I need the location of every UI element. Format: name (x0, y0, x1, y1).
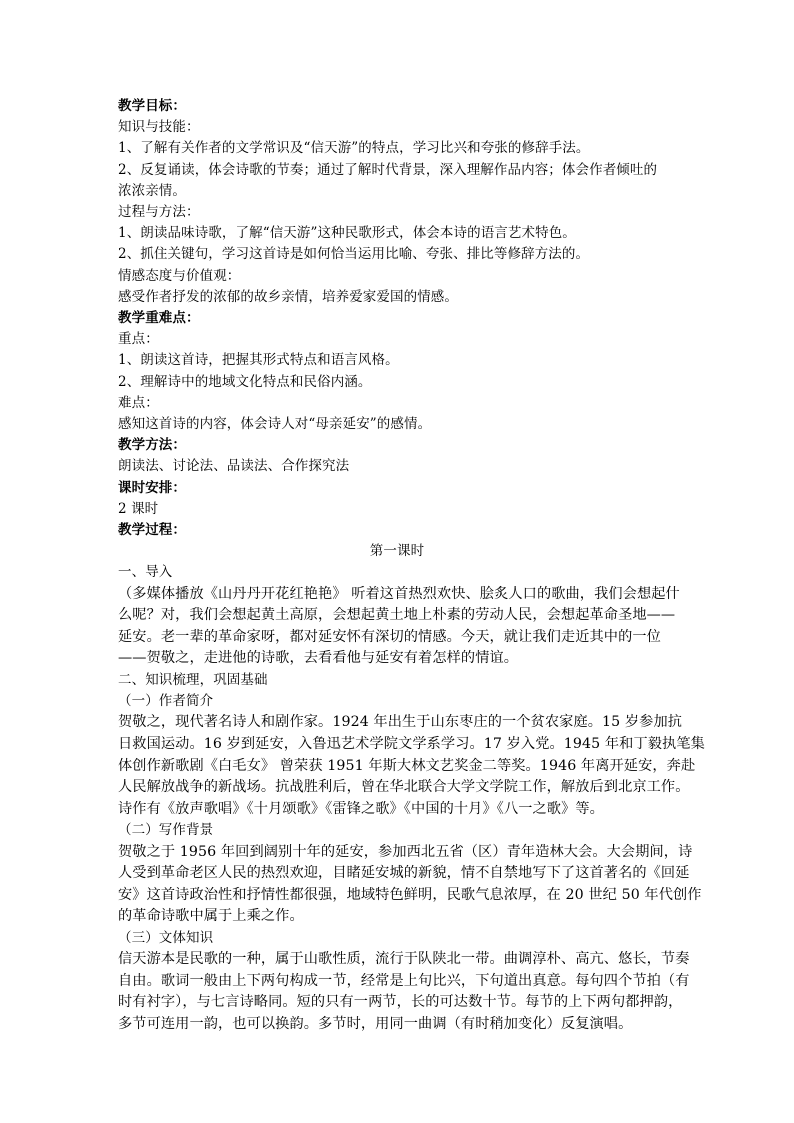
knowledge-skills-label: 知识与技能： (118, 119, 200, 136)
key-points-heading: 教学重难点： (118, 310, 200, 327)
schedule-heading: 课时安排： (118, 479, 186, 496)
background-line-1: 贺敬之于 1956 年回到阔别十年的延安，参加西北五省（区）青年造林大会。大会期间，诗 (118, 843, 693, 860)
key-item-1: 1、朗读这首诗，把握其形式特点和语言风格。 (118, 352, 399, 369)
process-item-1: 1、朗读品味诗歌，了解“信天游”这种民歌形式，体会本诗的语言艺术特色。 (118, 225, 576, 242)
author-line-2: 日救国运动。16 岁到延安，入鲁迅艺术学院文学系学习。17 岁入党。1945 年和丁毅执笔集 (118, 736, 705, 753)
difficult-label: 难点： (118, 394, 159, 411)
schedule-text: 2 课时 (118, 500, 159, 517)
key-label: 重点： (118, 331, 159, 348)
intro-line-3: 延安。老一辈的革命家呀，都对延安怀有深切的情感。今天，就让我们走近其中的一位 (118, 628, 661, 645)
style-line-4: 多节可连用一韵，也可以换韵。多节时，用同一曲调（有时稍加变化）反复演唱。 (118, 1015, 633, 1032)
author-line-3: 体创作新歌剧《白毛女》 曾荣获 1951 年斯大林文艺奖金二等奖。1946 年离开延安，奔赴 (118, 757, 696, 774)
emotion-label: 情感态度与价值观： (118, 267, 241, 284)
emotion-text: 感受作者抒发的浓郁的故乡亲情，培养爱家爱国的情感。 (118, 288, 458, 305)
process-method-label: 过程与方法： (118, 204, 200, 221)
knowledge-review-heading: 二、知识梳理，巩固基础 (118, 672, 268, 689)
methods-text: 朗读法、讨论法、品读法、合作探究法 (118, 458, 350, 475)
background-line-3: 安》这首诗政治性和抒情性都很强，地域特色鲜明，民歌气息浓厚，在 20 世纪 50 年代创作 (118, 886, 702, 903)
style-heading: （三）文体知识 (118, 930, 214, 946)
knowledge-item-2: 2、反复诵读，体会诗歌的节奏；通过了解时代背景，深入理解作品内容；体会作者倾吐的 (118, 161, 658, 178)
author-line-1: 贺敬之，现代著名诗人和剧作家。1924 年出生于山东枣庄的一个贫农家庭。15 岁参加抗 (118, 714, 683, 731)
style-line-1: 信天游本是民歌的一种，属于山歌性质，流行于队陕北一带。曲调淳朴、高亢、悠长，节奏 (118, 951, 690, 968)
knowledge-item-2-continued: 浓浓亲情。 (118, 182, 186, 199)
methods-heading: 教学方法： (118, 437, 186, 454)
difficult-text: 感知这首诗的内容，体会诗人对“母亲延安”的感情。 (118, 416, 432, 433)
lesson-title: 第一课时 (369, 543, 425, 560)
intro-line-2: 么呢？对，我们会想起黄土高原，会想起黄土地上朴素的劳动人民，会想起革命圣地—— (118, 607, 676, 624)
intro-line-1: （多媒体播放《山丹丹开花红艳艳》 听着这首热烈欢快、脍炙人口的歌曲，我们会想起什 (118, 585, 680, 602)
author-heading: （一）作者简介 (118, 693, 214, 710)
author-line-5: 诗作有《放声歌唱》《十月颂歌》《雷锋之歌》《中国的十月》《八一之歌》等。 (118, 800, 604, 817)
style-line-3: 时有衬字），与七言诗略同。短的只有一两节，长的可达数十节。每节的上下两句都押韵， (118, 994, 683, 1011)
background-line-4: 的革命诗歌中属于上乘之作。 (118, 908, 304, 925)
objectives-heading: 教学目标： (118, 98, 186, 114)
key-item-2: 2、理解诗中的地域文化特点和民俗内涵。 (118, 373, 372, 390)
intro-heading: 一、导入 (118, 564, 173, 581)
process-heading: 教学过程： (118, 522, 186, 539)
process-item-2: 2、抓住关键句，学习这首诗是如何恰当运用比喻、夸张、排比等修辞方法的。 (118, 246, 590, 263)
background-line-2: 人受到革命老区人民的热烈欢迎，目睹延安城的新貌，情不自禁地写下了这首著名的《回延 (118, 865, 690, 882)
style-line-2: 自由。歌词一般由上下两句构成一节，经常是上句比兴，下句道出真意。每句四个节拍（有 (118, 972, 690, 989)
knowledge-item-1: 1、了解有关作者的文学常识及“信天游”的特点，学习比兴和夸张的修辞手法。 (118, 140, 590, 157)
intro-line-4: ——贺敬之，走进他的诗歌，去看看他与延安有着怎样的情谊。 (118, 650, 519, 667)
author-line-4: 人民解放战争的新战场。抗战胜利后，曾在华北联合大学文学院工作，解放后到北京工作。 (118, 779, 690, 796)
background-heading: （二）写作背景 (118, 822, 214, 839)
